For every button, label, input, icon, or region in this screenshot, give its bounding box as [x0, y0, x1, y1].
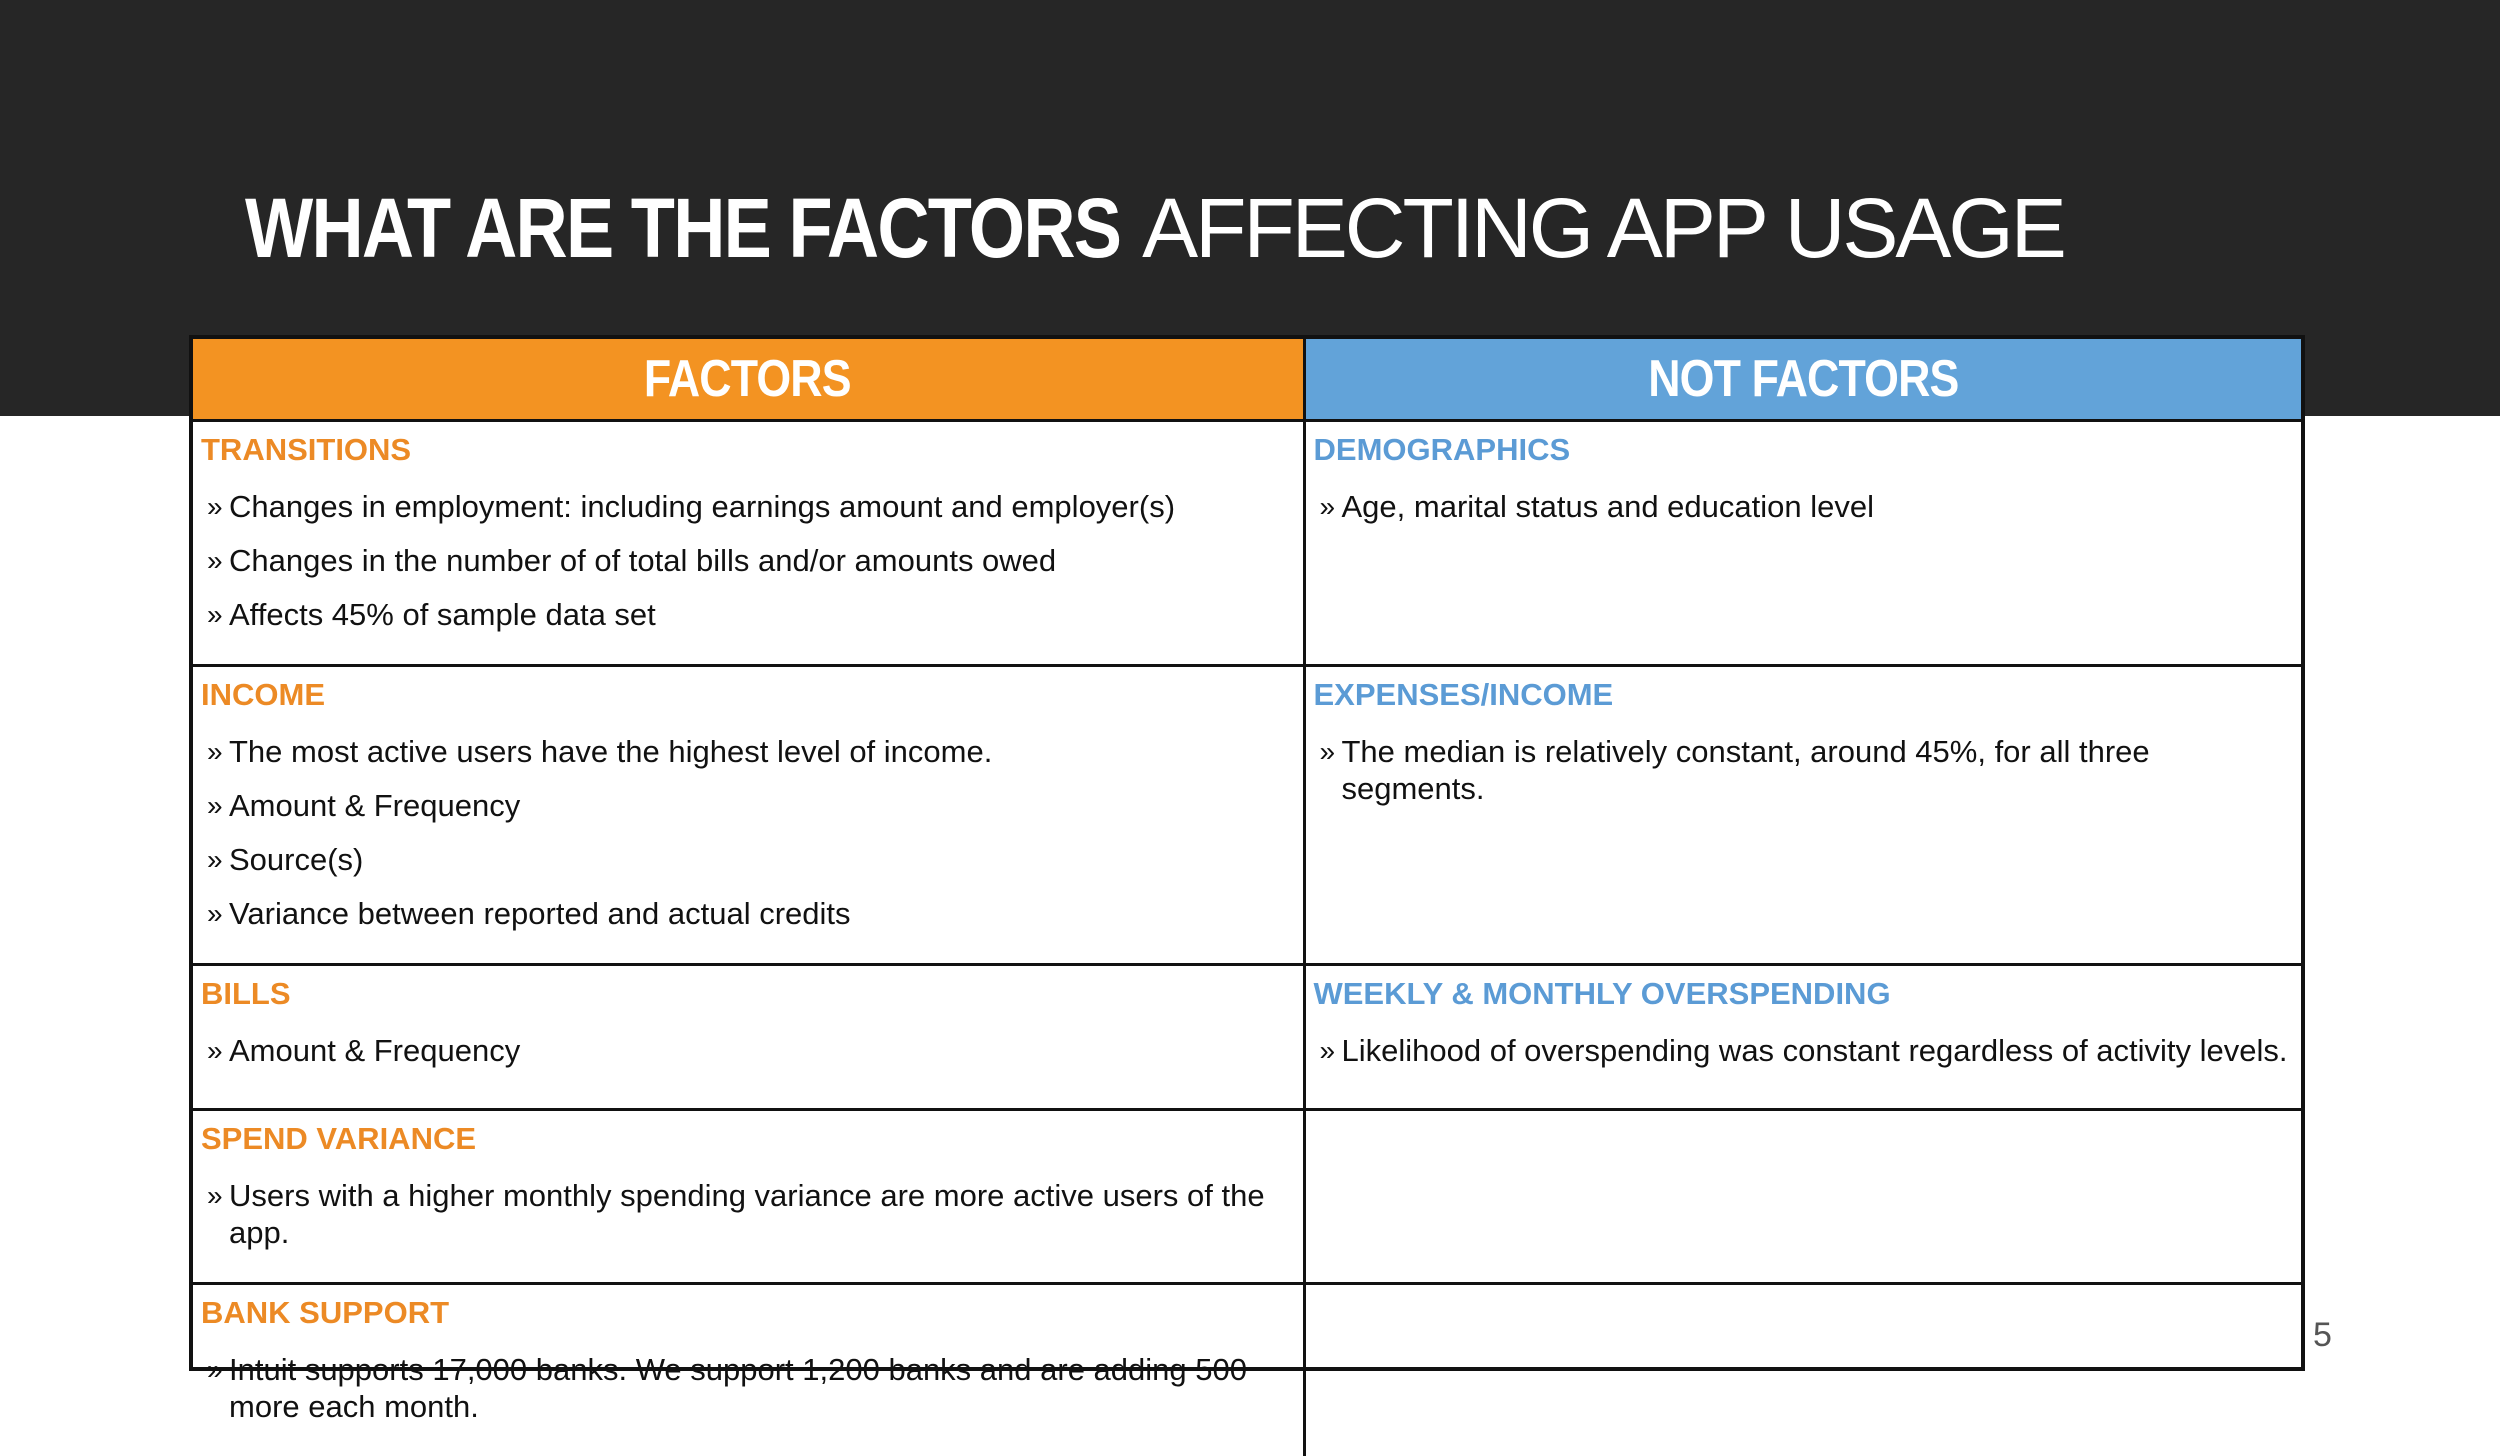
factors-column-header	[193, 339, 1304, 421]
factor-category-title: BANK SUPPORT	[201, 1295, 1295, 1331]
not-factor-category-title: EXPENSES/INCOME	[1314, 677, 2294, 713]
factors-table	[189, 335, 2305, 1371]
list-item: » Amount & Frequency	[207, 1032, 1295, 1069]
factor-category-title: SPEND VARIANCE	[201, 1121, 1295, 1157]
table-header-row	[193, 339, 2301, 421]
not-factor-cell-overspending	[1304, 965, 2301, 1110]
not-factor-category-title: WEEKLY & MONTHLY OVERSPENDING	[1314, 976, 2294, 1012]
list-item: » Age, marital status and education level	[1320, 488, 2294, 525]
list-item: » Changes in the number of of total bills and/or amounts owed	[207, 542, 1295, 579]
not-factor-cell-empty	[1304, 1110, 2301, 1284]
table-row	[193, 421, 2301, 666]
list-item: » Amount & Frequency	[207, 787, 1295, 824]
factor-bullet-list	[201, 488, 1295, 633]
list-item: » Intuit supports 17,000 banks. We support 1,200 banks and are adding 500 more each month.	[207, 1351, 1295, 1425]
not-factors-header-label: NOT FACTORS	[1648, 349, 1958, 409]
list-item: » Users with a higher monthly spending variance are more active users of the app.	[207, 1177, 1295, 1251]
not-factors-column-header	[1304, 339, 2301, 421]
not-factor-cell-expenses-income	[1304, 666, 2301, 965]
not-factor-bullet-list	[1314, 1032, 2294, 1069]
list-item: » Likelihood of overspending was constant regardless of activity levels.	[1320, 1032, 2294, 1069]
list-item: » Affects 45% of sample data set	[207, 596, 1295, 633]
list-item: » Changes in employment: including earnings amount and employer(s)	[207, 488, 1295, 525]
factor-cell-spend-variance	[193, 1110, 1304, 1284]
factor-cell-bank-support	[193, 1284, 1304, 1456]
factor-bullet-list	[201, 1351, 1295, 1425]
factor-bullet-list	[201, 1177, 1295, 1251]
slide-title	[245, 178, 2064, 278]
factor-bullet-list	[201, 1032, 1295, 1069]
factor-category-title: TRANSITIONS	[201, 432, 1295, 468]
not-factor-bullet-list	[1314, 733, 2294, 807]
table-row	[193, 1110, 2301, 1284]
list-item: » Source(s)	[207, 841, 1295, 878]
factor-cell-transitions	[193, 421, 1304, 666]
factor-category-title: INCOME	[201, 677, 1295, 713]
title-light: AFFECTING APP USAGE	[1142, 178, 2064, 278]
factor-category-title: BILLS	[201, 976, 1295, 1012]
factor-bullet-list	[201, 733, 1295, 932]
not-factor-category-title: DEMOGRAPHICS	[1314, 432, 2294, 468]
list-item: » The median is relatively constant, around 45%, for all three segments.	[1320, 733, 2294, 807]
not-factor-bullet-list	[1314, 488, 2294, 525]
page-number: 5	[2313, 1316, 2332, 1355]
factor-cell-income	[193, 666, 1304, 965]
table-row	[193, 1284, 2301, 1456]
factors-header-label: FACTORS	[644, 349, 851, 409]
title-bold: WHAT ARE THE FACTORS	[245, 178, 1120, 278]
list-item: » Variance between reported and actual credits	[207, 895, 1295, 932]
factor-cell-bills	[193, 965, 1304, 1110]
not-factor-cell-demographics	[1304, 421, 2301, 666]
table-row	[193, 965, 2301, 1110]
not-factor-cell-empty	[1304, 1284, 2301, 1456]
table-row	[193, 666, 2301, 965]
list-item: » The most active users have the highest level of income.	[207, 733, 1295, 770]
